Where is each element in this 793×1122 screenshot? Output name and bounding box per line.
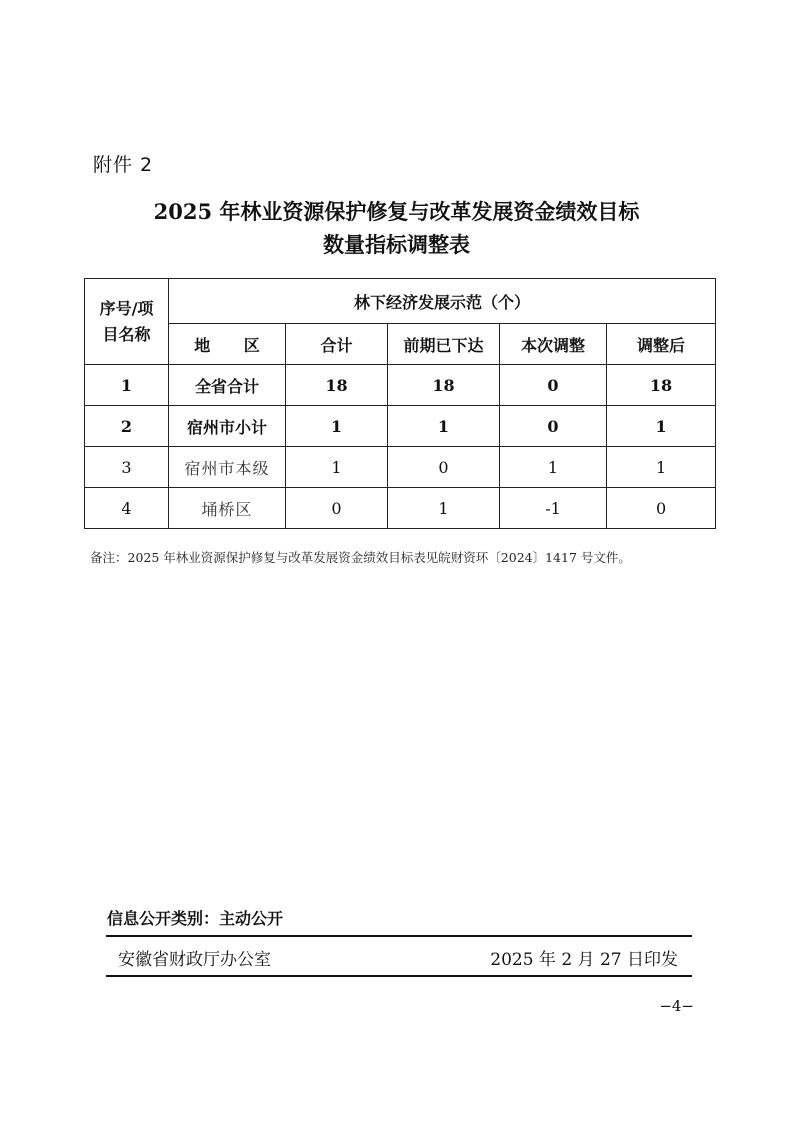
seq-header-line2: 目名称	[102, 324, 151, 344]
cell-total: 18	[286, 365, 388, 406]
col-header-region: 地 区	[169, 324, 286, 365]
cell-seq: 4	[85, 488, 169, 529]
cell-after: 1	[607, 406, 716, 447]
cell-region: 宿州市本级	[169, 447, 286, 488]
cell-prior: 0	[388, 447, 500, 488]
cell-prior: 18	[388, 365, 500, 406]
table-note: 备注：2025 年林业资源保护修复与改革发展资金绩效目标表见皖财资环〔2024〕1417 号文件。	[90, 550, 631, 565]
cell-after: 0	[607, 488, 716, 529]
table-row	[85, 365, 716, 406]
page-number: −4−	[659, 997, 694, 1015]
cell-total: 0	[286, 488, 388, 529]
footer-rule-top	[106, 935, 692, 937]
cell-seq: 3	[85, 447, 169, 488]
cell-adjust: -1	[500, 488, 607, 529]
table-row	[85, 406, 716, 447]
disclosure-category: 信息公开类别：主动公开	[107, 909, 284, 928]
cell-after: 18	[607, 365, 716, 406]
cell-region: 全省合计	[169, 365, 286, 406]
cell-seq: 2	[85, 406, 169, 447]
attachment-label: 附件 2	[93, 154, 154, 176]
col-header-prior: 前期已下达	[388, 324, 500, 365]
cell-adjust: 0	[500, 365, 607, 406]
cell-total: 1	[286, 447, 388, 488]
seq-header-line1: 序号/项	[99, 298, 154, 318]
col-header-after: 调整后	[607, 324, 716, 365]
col-header-total: 合计	[286, 324, 388, 365]
table-row	[85, 488, 716, 529]
issuing-office: 安徽省财政厅办公室	[118, 950, 271, 970]
cell-region: 宿州市小计	[169, 406, 286, 447]
cell-adjust: 1	[500, 447, 607, 488]
cell-total: 1	[286, 406, 388, 447]
document-title-line1: 2025 年林业资源保护修复与改革发展资金绩效目标	[153, 199, 640, 224]
cell-prior: 1	[388, 406, 500, 447]
table-row	[85, 447, 716, 488]
seq-name-header	[85, 279, 169, 365]
cell-seq: 1	[85, 365, 169, 406]
cell-after: 1	[607, 447, 716, 488]
cell-prior: 1	[388, 488, 500, 529]
document-title-line2: 数量指标调整表	[323, 232, 470, 257]
group-header: 林下经济发展示范（个）	[169, 279, 716, 324]
issue-date: 2025 年 2 月 27 日印发	[490, 950, 678, 970]
cell-adjust: 0	[500, 406, 607, 447]
footer-rule-bottom	[106, 975, 692, 977]
cell-region: 埇桥区	[169, 488, 286, 529]
indicator-adjustment-table	[84, 278, 716, 529]
col-header-adjust: 本次调整	[500, 324, 607, 365]
